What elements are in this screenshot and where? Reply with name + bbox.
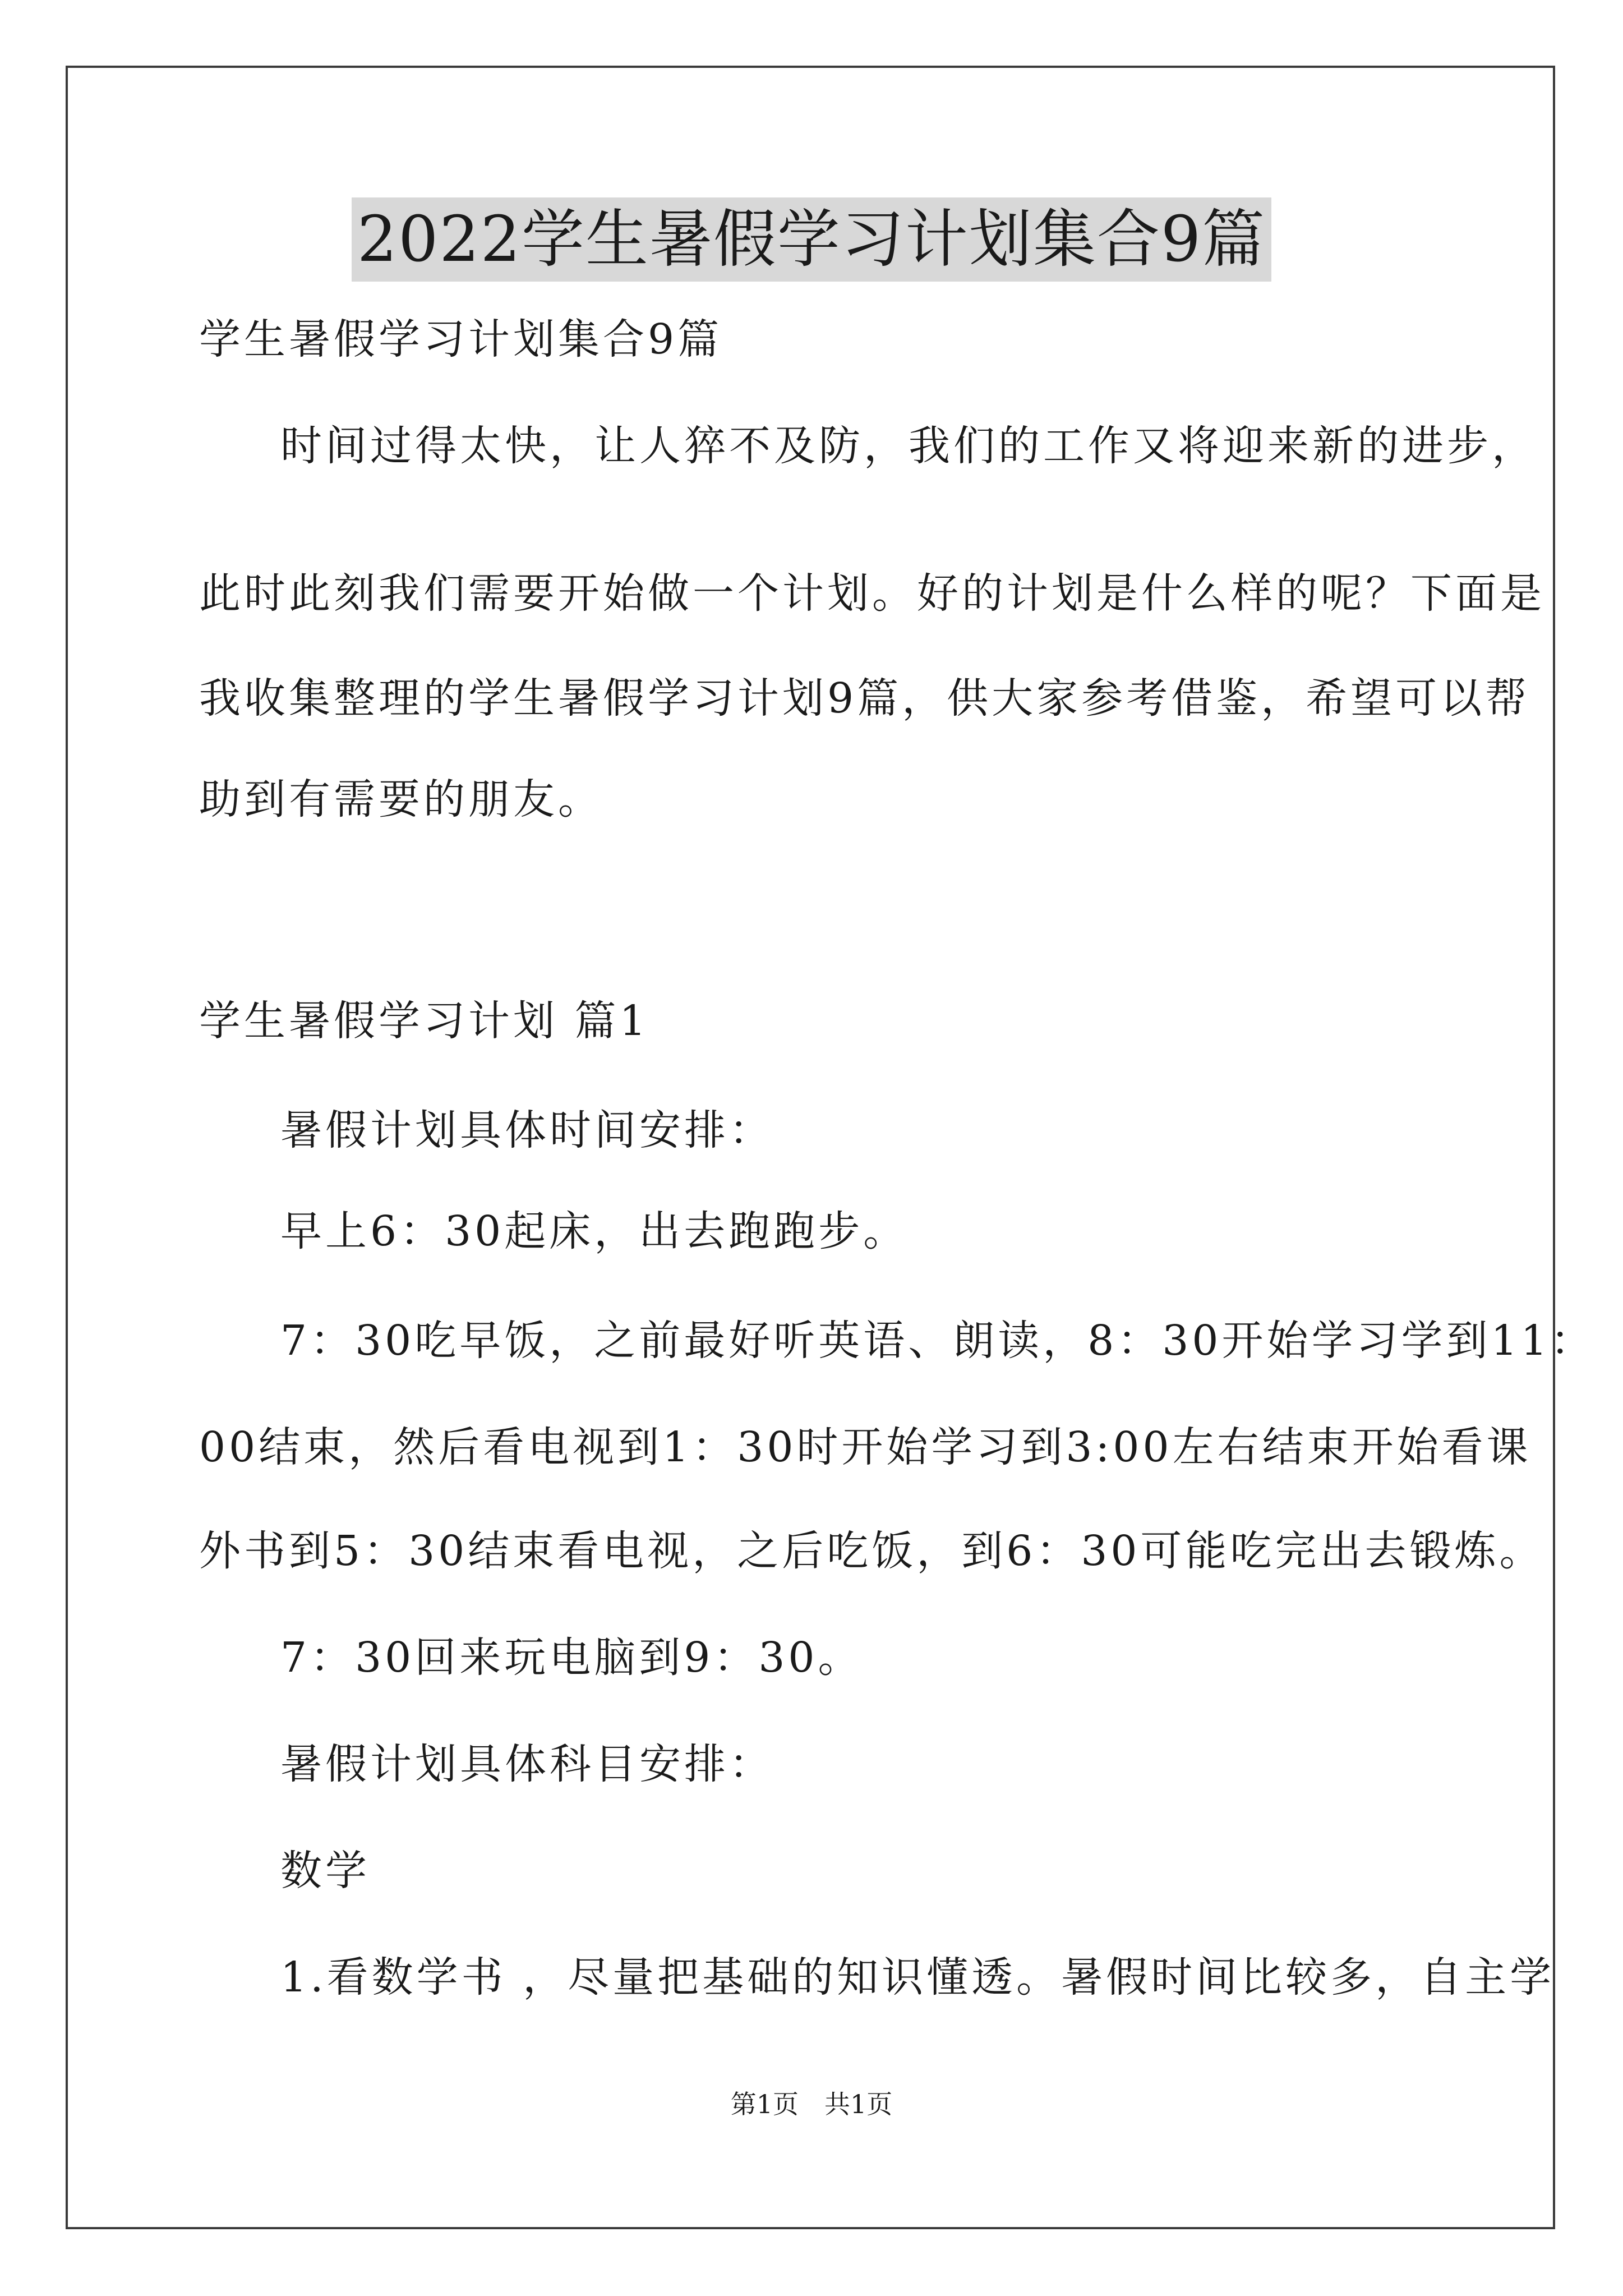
section-heading: 学生暑假学习计划 篇1 bbox=[199, 997, 649, 1045]
title-text: 2022学生暑假学习计划集合9篇 bbox=[352, 197, 1271, 282]
schedule-line-4: 外书到5：30结束看电视，之后吃饭，到6：30可能吃完出去锻炼。 bbox=[199, 1527, 1544, 1575]
page-footer: 第1页 共1页 bbox=[730, 2089, 893, 2119]
document-title bbox=[0, 197, 1623, 300]
math-item-1: 1.看数学书 ，尽量把基础的知识懂透。暑假时间比较多，自主学 bbox=[280, 1953, 1555, 2001]
intro-line-2: 此时此刻我们需要开始做一个计划。好的计划是什么样的呢？下面是 bbox=[199, 569, 1545, 618]
subject-math: 数学 bbox=[280, 1847, 370, 1895]
intro-line-4: 助到有需要的朋友。 bbox=[199, 775, 603, 823]
document-subtitle: 学生暑假学习计划集合9篇 bbox=[199, 315, 723, 364]
subject-heading: 暑假计划具体科目安排： bbox=[280, 1740, 774, 1788]
schedule-line-3: 00结束，然后看电视到1：30时开始学习到3:00左右结束开始看课 bbox=[199, 1423, 1532, 1471]
intro-line-1: 时间过得太快，让人猝不及防，我们的工作又将迎来新的进步， bbox=[280, 422, 1537, 470]
schedule-line-5: 7：30回来玩电脑到9：30。 bbox=[280, 1634, 863, 1682]
schedule-heading: 暑假计划具体时间安排： bbox=[280, 1106, 774, 1154]
schedule-line-1: 早上6：30起床，出去跑跑步。 bbox=[280, 1207, 909, 1255]
schedule-line-2: 7：30吃早饭，之前最好听英语、朗读，8：30开始学习学到11： bbox=[280, 1317, 1596, 1365]
intro-line-3: 我收集整理的学生暑假学习计划9篇，供大家参考借鉴，希望可以帮 bbox=[199, 674, 1530, 723]
